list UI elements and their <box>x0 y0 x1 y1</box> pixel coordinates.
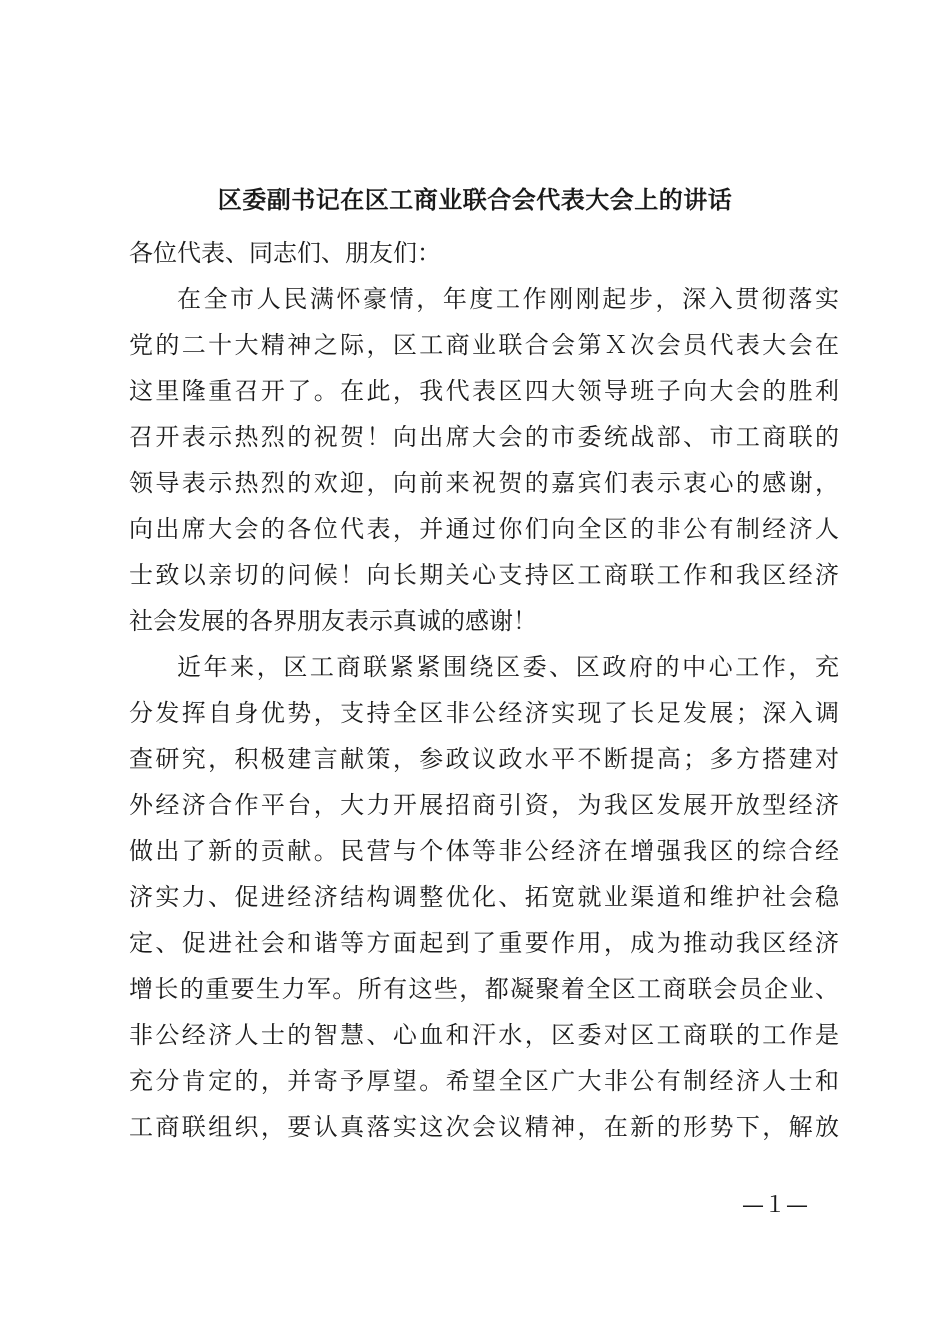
paragraph-line: 做出了新的贡献。民营与个体等非公经济在增强我区的综合经 <box>129 837 839 865</box>
paragraph-1 <box>129 276 839 644</box>
document-title: 区委副书记在区工商业联合会代表大会上的讲话 <box>217 185 733 214</box>
paragraph-line: 在全市人民满怀豪情，年度工作刚刚起步，深入贯彻落实 <box>177 285 839 313</box>
paragraph-line: 非公经济人士的智慧、心血和汗水，区委对区工商联的工作是 <box>129 1021 839 1049</box>
paragraph-line: 外经济合作平台，大力开展招商引资，为我区发展开放型经济 <box>129 791 839 819</box>
document-body <box>129 230 839 1150</box>
paragraph-line: 社会发展的各界朋友表示真诚的感谢！ <box>129 607 537 635</box>
paragraph-line: 这里隆重召开了。在此，我代表区四大领导班子向大会的胜利 <box>129 377 839 405</box>
paragraph-line: 增长的重要生力军。所有这些，都凝聚着全区工商联会员企业、 <box>129 975 839 1003</box>
paragraph-line: 济实力、促进经济结构调整优化、拓宽就业渠道和维护社会稳 <box>129 883 839 911</box>
paragraph-line: 向出席大会的各位代表，并通过你们向全区的非公有制经济人 <box>129 515 839 543</box>
paragraph-line: 召开表示热烈的祝贺！向出席大会的市委统战部、市工商联的 <box>129 423 839 451</box>
paragraph-line: 定、促进社会和谐等方面起到了重要作用，成为推动我区经济 <box>129 929 839 957</box>
paragraph-line: 党的二十大精神之际，区工商业联合会第Ｘ次会员代表大会在 <box>129 331 839 359</box>
paragraph-line: 工商联组织，要认真落实这次会议精神，在新的形势下，解放 <box>129 1113 839 1141</box>
salutation: 各位代表、同志们、朋友们： <box>129 239 441 267</box>
paragraph-line: 领导表示热烈的欢迎，向前来祝贺的嘉宾们表示衷心的感谢， <box>129 469 839 497</box>
paragraph-line: 充分肯定的，并寄予厚望。希望全区广大非公有制经济人士和 <box>129 1067 839 1095</box>
paragraph-2 <box>129 644 839 1150</box>
paragraph-line: 近年来，区工商联紧紧围绕区委、区政府的中心工作，充 <box>177 653 839 681</box>
paragraph-line: 分发挥自身优势，支持全区非公经济实现了长足发展；深入调 <box>129 699 839 727</box>
paragraph-line: 查研究，积极建言献策，参政议政水平不断提高；多方搭建对 <box>129 745 839 773</box>
paragraph-line: 士致以亲切的问候！向长期关心支持区工商联工作和我区经济 <box>129 561 839 589</box>
page-number: —１— <box>741 1193 808 1218</box>
